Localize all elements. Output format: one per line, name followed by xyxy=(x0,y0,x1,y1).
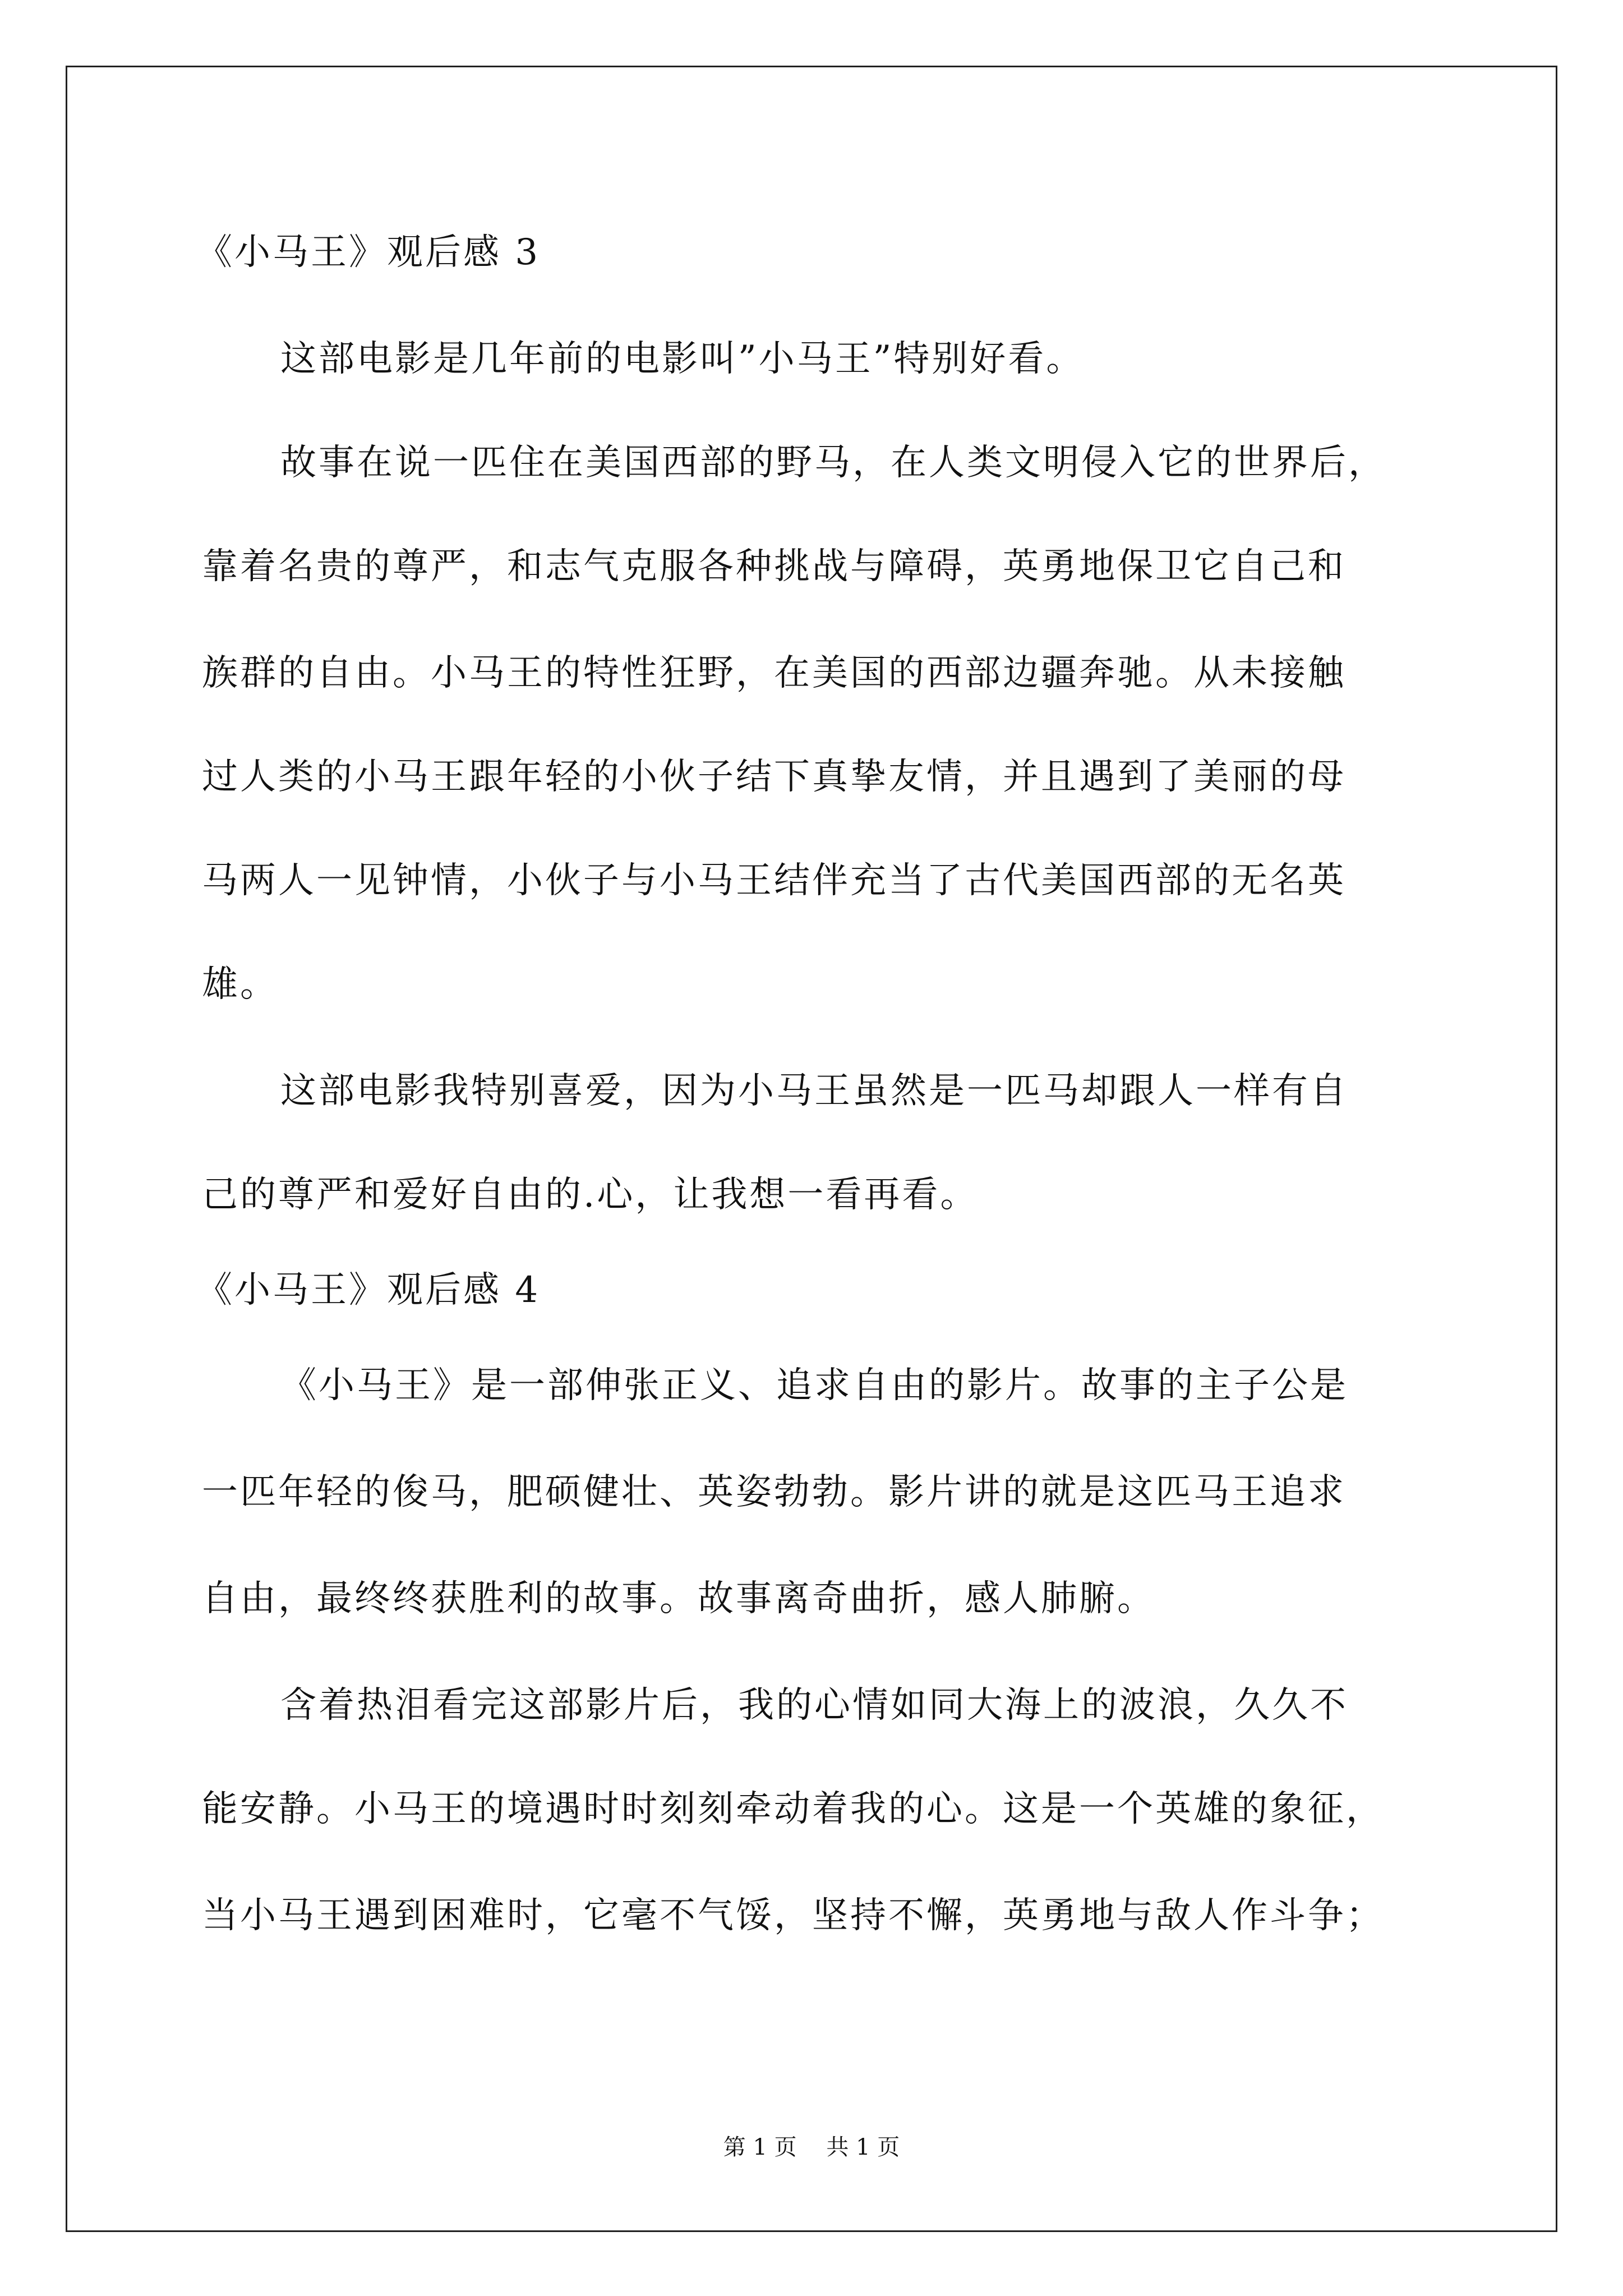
section-3-heading: 《小马王》观后感 3 xyxy=(196,232,541,273)
paragraph-line: 能安静。小马王的境遇时时刻刻牵动着我的心。这是一个英雄的象征， xyxy=(202,1788,1384,1830)
paragraph-line: 《小马王》是一部伸张正义、追求自由的影片。故事的主子公是 xyxy=(280,1365,1348,1406)
paragraph-line: 这部电影我特别喜爱，因为小马王虽然是一匹马却跟人一样有自 xyxy=(280,1070,1348,1112)
paragraph-line: 雄。 xyxy=(202,964,278,1005)
paragraph-line: 一匹年轻的俊马，肥硕健壮、英姿勃勃。影片讲的就是这匹马王追求 xyxy=(202,1471,1346,1513)
paragraph-line: 马两人一见钟情，小伙子与小马王结伴充当了古代美国西部的无名英 xyxy=(202,860,1346,901)
paragraph-line: 当小马王遇到困难时，它毫不气馁，坚持不懈，英勇地与敌人作斗争； xyxy=(202,1895,1384,1936)
paragraph-line: 故事在说一匹住在美国西部的野马，在人类文明侵入它的世界后， xyxy=(280,442,1386,484)
paragraph-line: 过人类的小马王跟年轻的小伙子结下真挚友情，并且遇到了美丽的母 xyxy=(202,756,1346,798)
paragraph-line: 族群的自由。小马王的特性狂野，在美国的西部边疆奔驰。从未接触 xyxy=(202,652,1346,694)
paragraph-line: 己的尊严和爱好自由的.心，让我想一看再看。 xyxy=(202,1174,979,1216)
paragraph-line: 含着热泪看完这部影片后，我的心情如同大海上的波浪，久久不 xyxy=(280,1685,1348,1726)
page-footer xyxy=(0,2132,1623,2163)
page-number: 第 1 页 xyxy=(723,2134,797,2160)
paragraph-line: 自由，最终终获胜利的故事。故事离奇曲折，感人肺腑。 xyxy=(202,1578,1155,1619)
section-4-heading: 《小马王》观后感 4 xyxy=(196,1269,541,1311)
paragraph-line: 靠着名贵的尊严，和志气克服各种挑战与障碍，英勇地保卫它自己和 xyxy=(202,546,1346,587)
page-total: 共 1 页 xyxy=(826,2134,900,2160)
paragraph-line: 这部电影是几年前的电影叫”小马王”特别好看。 xyxy=(280,338,1085,380)
